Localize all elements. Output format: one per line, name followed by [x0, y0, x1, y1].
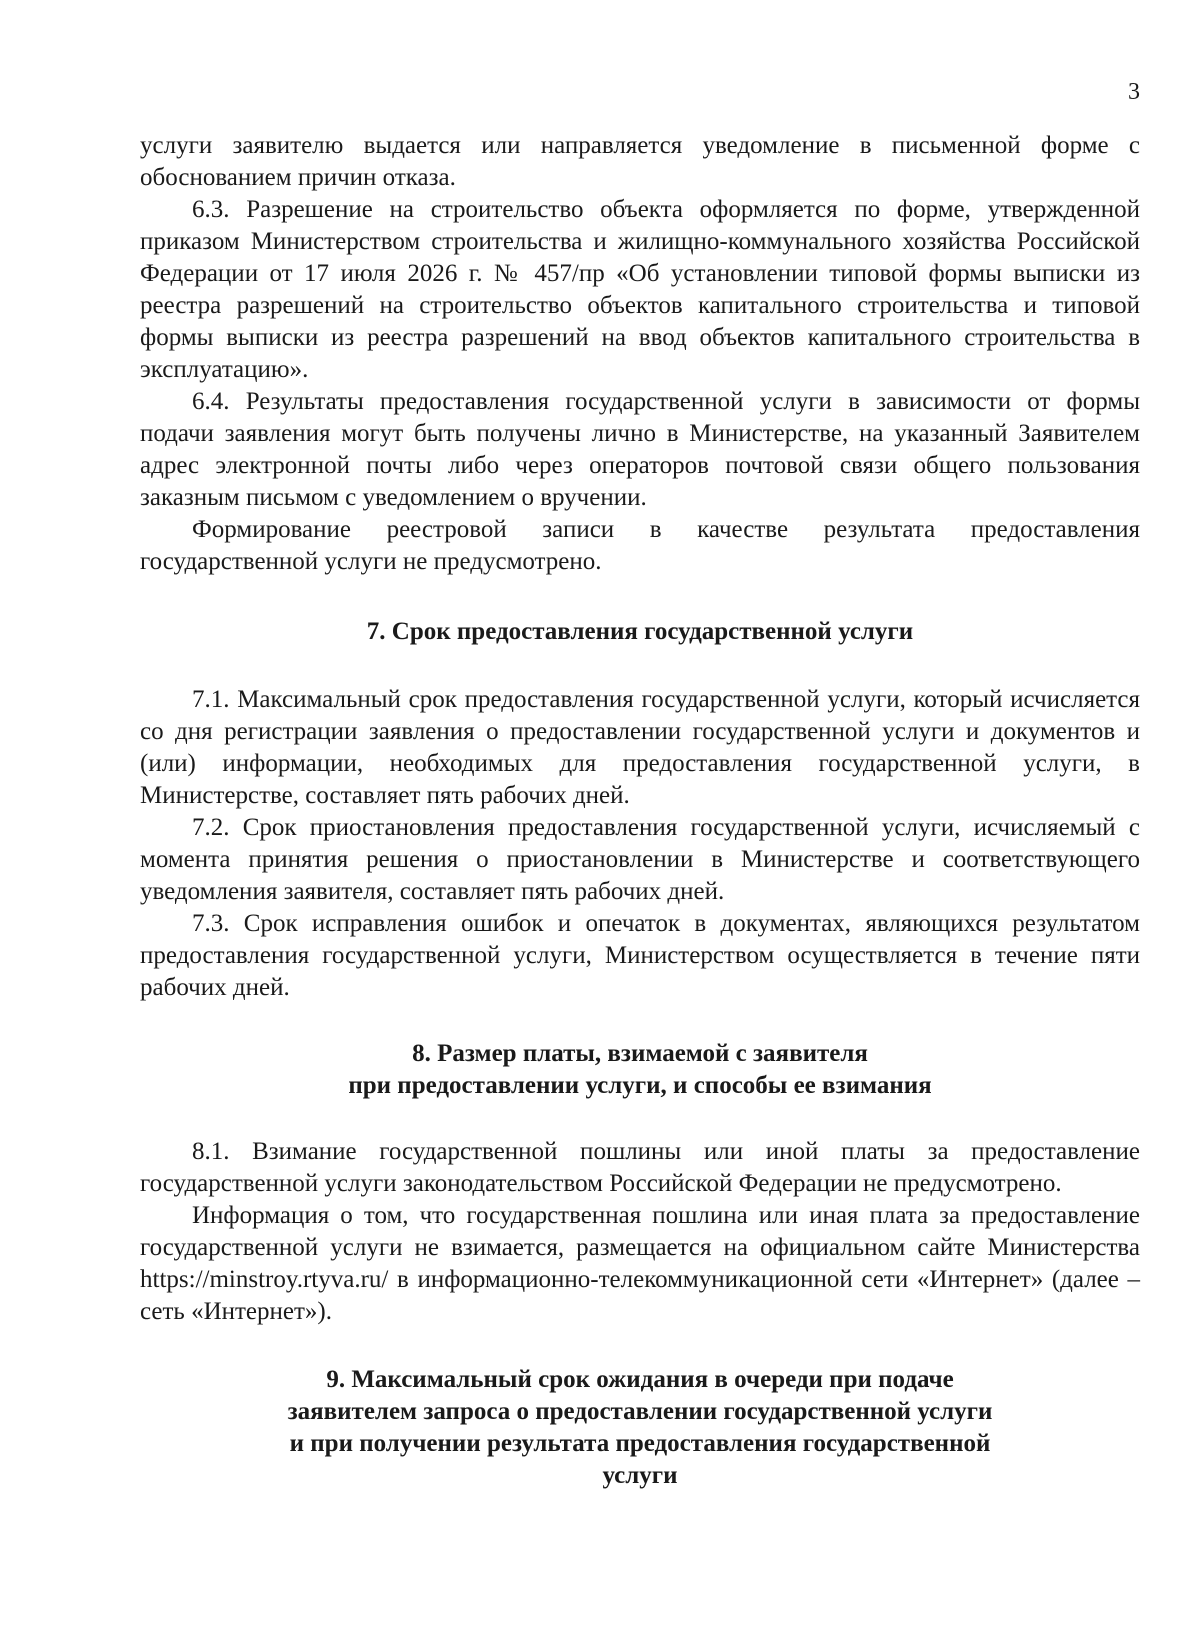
- section-8-title-line-2: при предоставлении услуги, и способы ее взимания: [348, 1072, 932, 1099]
- section-9-title-line-1: 9. Максимальный срок ожидания в очереди при подаче: [326, 1366, 954, 1393]
- paragraph-7-3: 7.3. Срок исправления ошибок и опечаток в документах, являющихся результатом предоставления государственной услуги, Министерством осуществляется в течение пяти рабочих дней.: [140, 910, 1140, 1001]
- section-8-heading: [140, 1038, 1140, 1102]
- paragraph-registry-record: Формирование реестровой записи в качестве результата предоставления государственной услуги не предусмотрено.: [140, 516, 1140, 575]
- paragraph-fee-info: Информация о том, что государственная пошлина или иная плата за предоставление государственной услуги не взимается, размещается на официальном сайте Министерства https://minstroy.rtyva.ru/ в информационно-телекоммуникационной сети «Интернет» (далее – сеть «Интернет»).: [140, 1202, 1140, 1325]
- paragraph-7-1: 7.1. Максимальный срок предоставления государственной услуги, который исчисляется со дня регистрации заявления о предоставлении государственной услуги и документов и (или) информации, необходимых для предоставления государственной услуги, в Министерстве, составляет пять рабочих дней.: [140, 686, 1140, 809]
- paragraph-8-1: 8.1. Взимание государственной пошлины или иной платы за предоставление государственной услуги законодательством Российской Федерации не предусмотрено.: [140, 1138, 1140, 1197]
- section-9-title-line-4: услуги: [602, 1462, 678, 1489]
- paragraph-6-4: 6.4. Результаты предоставления государственной услуги в зависимости от формы подачи заявления могут быть получены лично в Министерстве, на указанный Заявителем адрес электронной почты либо через операторов почтовой связи общего пользования заказным письмом с уведомлением о вручении.: [140, 388, 1140, 511]
- section-9-title-line-2: заявителем запроса о предоставлении государственной услуги: [287, 1398, 993, 1425]
- section-7-title: 7. Срок предоставления государственной услуги: [366, 618, 914, 645]
- section-8-title-line-1: 8. Размер платы, взимаемой с заявителя: [412, 1040, 868, 1067]
- document-body: [140, 130, 1140, 1492]
- paragraph-7-2: 7.2. Срок приостановления предоставления государственной услуги, исчисляемый с момента принятия решения о приостановлении в Министерстве и соответствующего уведомления заявителя, составляет пять рабочих дней.: [140, 814, 1140, 905]
- section-9-title-line-3: и при получении результата предоставления государственной: [289, 1430, 991, 1457]
- paragraph-6-2-continuation: услуги заявителю выдается или направляется уведомление в письменной форме с обоснованием причин отказа.: [140, 132, 1140, 191]
- section-9-heading: [140, 1364, 1140, 1492]
- paragraph-6-3: 6.3. Разрешение на строительство объекта оформляется по форме, утвержденной приказом Министерством строительства и жилищно-коммунального хозяйства Российской Федерации от 17 июля 2026 г. № 457/пр «Об установлении типовой формы выписки из реестра разрешений на строительство объектов капитального строительства и типовой формы выписки из реестра разрешений на ввод объектов капитального строительства в эксплуатацию».: [140, 196, 1140, 383]
- section-7-heading: [140, 616, 1140, 648]
- page-number: 3: [1128, 79, 1140, 105]
